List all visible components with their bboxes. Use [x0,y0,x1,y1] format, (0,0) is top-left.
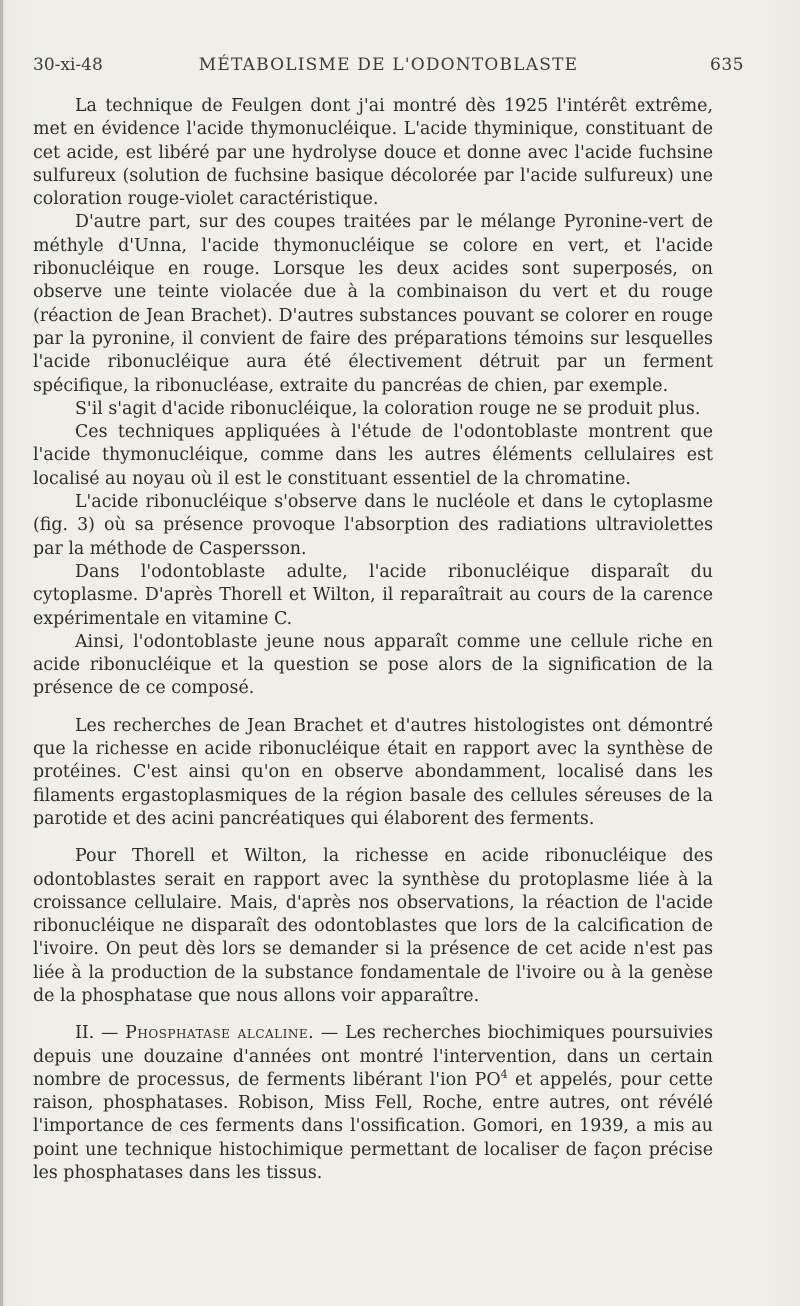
paragraph-pyronine: D'autre part, sur des coupes traitées par le mélange Pyronine-vert de méthyle d'Unna, l'acide thymonucléique se colore en vert, et l'acide ribonucléique en rouge. Lorsque les deux acides sont superposés, on observe une teinte violacée due à la combinaison du vert et du rouge (réaction de Jean Brachet). D'autres substances pouvant se colorer en rouge par la pyronine, il convient de faire des préparations témoins sur lesquelles l'acide ribonucléique aura été électivement détruit par un ferment spécifique, la ribonucléase, extraite du pancréas de chien, par exemple. [33,212,713,396]
paragraph-thymonucleique: Ces techniques appliquées à l'étude de l'odontoblaste montrent que l'acide thymonucléique, comme dans les autres éléments cellulaires est localisé au noyau où il est le constituant essentiel de la chromatine. [33,422,713,489]
paragraph-adulte: Dans l'odontoblaste adulte, l'acide ribonucléique disparaît du cytoplasme. D'après Thorell et Wilton, il reparaîtrait au cours de la carence expérimentale en vitamine C. [33,561,713,629]
page-spine-edge [0,0,3,1306]
paragraph-thorell-wilton: Pour Thorell et Wilton, la richesse en acide ribonucléique des odontoblastes serait en rapport avec la synthèse du protoplasme liée à la croissance cellulaire. Mais, d'après nos observations, la réaction de l'acide ribonucléique ne disparaît des odontoblastes que lors de la calcification de l'ivoire. On peut dès lors se demander si la présence de cet acide n'est pas liée à la production de la substance fondamentale de l'ivoire ou à la genèse de la phosphatase que nous allons voir apparaître. [33,846,713,1006]
section-dash-2: — [320,1023,339,1044]
paragraph-brachet: Les recherches de Jean Brachet et d'autres histologistes ont démontré que la richesse en acide ribonucléique était en rapport avec la synthèse de protéines. C'est ainsi qu'on en observe abondamment, localisé dans les filaments ergastoplasmiques de la région basale des cellules séreuses de la parotide et des acini pancréatiques qui élaborent des ferments. [33,715,713,829]
header-page-number: 635 [710,55,744,75]
paragraph-ribonucleique-cytoplasme: L'acide ribonucléique s'observe dans le nucléole et dans le cytoplasme (fig. 3) où sa présence provoque l'absorption des radiations ultraviolettes par la méthode de Caspersson. [33,492,713,559]
header-date: 30-xi-48 [33,55,103,75]
body-text [33,95,713,1185]
paragraph-jeune: Ainsi, l'odontoblaste jeune nous apparaît comme une cellule riche en acide ribonucléique et la question se pose alors de la signification de la présence de ce composé. [33,631,713,699]
section-heading: Phosphatase alcaline. [125,1023,315,1044]
paragraph-ribonuclease: S'il s'agit d'acide ribonucléique, la coloration rouge ne se produit plus. [75,398,701,419]
paragraph-spacer [33,701,713,715]
section-text: Les recherches biochimiques poursuivies depuis une douzaine d'années ont montré l'intervention, dans un certain nombre de processus, de ferments libérant l'ion PO [33,1023,714,1090]
section-dash: — [101,1023,119,1044]
section-number: II. [75,1023,95,1044]
header-title: MÉTABOLISME DE L'ODONTOBLASTE [198,55,579,75]
paragraph-feulgen: La technique de Feulgen dont j'ai montré dès 1925 l'intérêt extrême, met en évidence l'acide thymonucléique. L'acide thyminique, constituant de cet acide, est libéré par une hydrolyse douce et donne avec l'acide fuchsine sulfureux (solution de fuchsine basique décolorée par l'acide sulfureux) une coloration rouge-violet caractéristique. [33,96,713,210]
superscript-4: 4 [500,1068,508,1082]
section-phosphatase [33,1022,713,1185]
paragraph-spacer [33,831,713,845]
section-text-continued: et appelés, pour cette raison, phosphatases. Robison, Miss Fell, Roche, entre autres, ont révélé l'importance de ces ferments dans l'ossification. Gomori, en 1939, a mis au point une technique histochimique permettant de localiser de façon précise les phosphatases dans les tissus. [33,1069,713,1184]
running-head [33,55,744,81]
paragraph-spacer [33,1008,713,1022]
